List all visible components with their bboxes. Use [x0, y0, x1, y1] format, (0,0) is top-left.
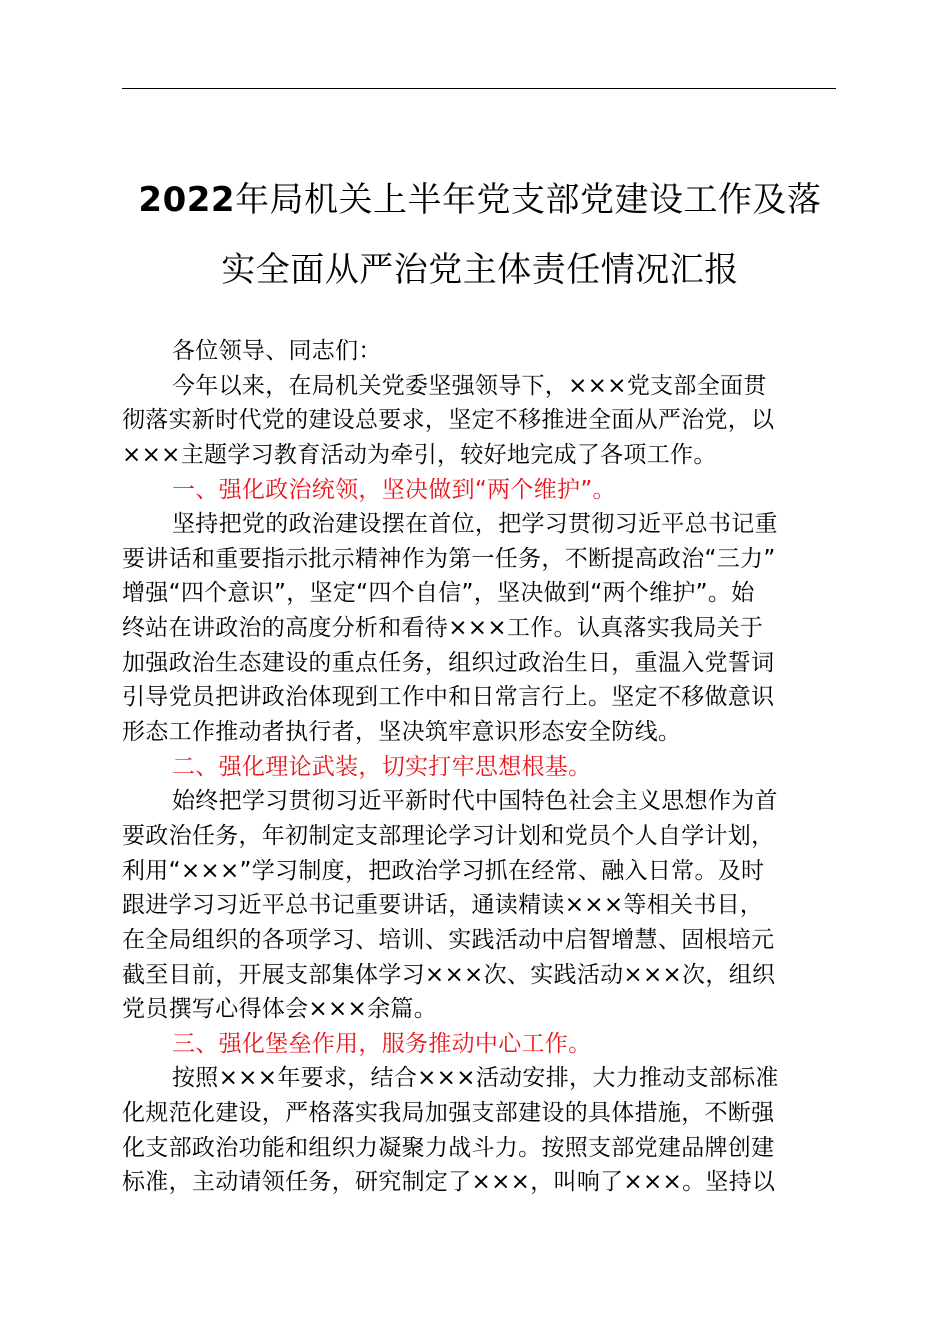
- paragraph-line: 利用“×××”学习制度，把政治学习抓在经常、融入日常。及时: [122, 857, 765, 884]
- paragraph-line: 增强“四个意识”，坚定“四个自信”，坚决做到“两个维护”。始: [122, 580, 755, 607]
- paragraph-line: 加强政治生态建设的重点任务，组织过政治生日，重温入党誓词: [122, 649, 775, 676]
- document-title-line-2: 实全面从严治党主体责任情况汇报: [221, 250, 739, 290]
- paragraph-line: 今年以来，在局机关党委坚强领导下，×××党支部全面贯: [172, 372, 767, 399]
- paragraph-line: 党员撰写心得体会×××余篇。: [122, 996, 438, 1023]
- paragraph-line: 引导党员把讲政治体现到工作中和日常言行上。坚定不移做意识: [122, 684, 775, 711]
- paragraph-line: 跟进学习习近平总书记重要讲话，通读精读×××等相关书目，: [122, 892, 764, 919]
- paragraph-line: 截至目前，开展支部集体学习×××次、实践活动×××次，组织: [122, 961, 776, 988]
- header-rule: [122, 88, 836, 89]
- title-line-1-text: 年局机关上半年党支部党建设工作及落: [235, 180, 822, 220]
- section-heading-1: 一、强化政治统领，坚决做到“两个维护”。: [172, 476, 616, 503]
- document-body: [122, 334, 842, 1200]
- document-title-line-1: [110, 180, 850, 220]
- paragraph-line: 形态工作推动者执行者，坚决筑牢意识形态安全防线。: [122, 719, 682, 746]
- paragraph-line: 彻落实新时代党的建设总要求，坚定不移推进全面从严治党，以: [122, 407, 775, 434]
- paragraph-line: 标准，主动请领任务，研究制定了×××，叫响了×××。坚持以: [122, 1169, 776, 1196]
- paragraph-line: 要讲话和重要指示批示精神作为第一任务，不断提高政治“三力”: [122, 545, 776, 572]
- paragraph-line: 要政治任务，年初制定支部理论学习计划和党员个人自学计划，: [122, 822, 775, 849]
- salutation: 各位领导、同志们：: [172, 338, 382, 364]
- paragraph-line: ×××主题学习教育活动为牵引，较好地完成了各项工作。: [122, 441, 717, 468]
- paragraph-line: 坚持把党的政治建设摆在首位，把学习贯彻习近平总书记重: [172, 511, 778, 538]
- paragraph-line: 化规范化建设，严格落实我局加强支部建设的具体措施，不断强: [122, 1100, 775, 1127]
- paragraph-line: 在全局组织的各项学习、培训、实践活动中启智增慧、固根培元: [122, 926, 775, 953]
- paragraph-line: 按照×××年要求，结合×××活动安排，大力推动支部标准: [172, 1065, 779, 1092]
- section-heading-3: 三、强化堡垒作用，服务推动中心工作。: [172, 1030, 592, 1057]
- paragraph-line: 终站在讲政治的高度分析和看待×××工作。认真落实我局关于: [122, 615, 764, 642]
- paragraph-line: 始终把学习贯彻习近平新时代中国特色社会主义思想作为首: [172, 788, 778, 815]
- paragraph-line: 化支部政治功能和组织力凝聚力战斗力。按照支部党建品牌创建: [122, 1134, 775, 1161]
- title-year: 2022: [138, 180, 236, 220]
- section-heading-2: 二、强化理论武装，切实打牢思想根基。: [172, 753, 592, 780]
